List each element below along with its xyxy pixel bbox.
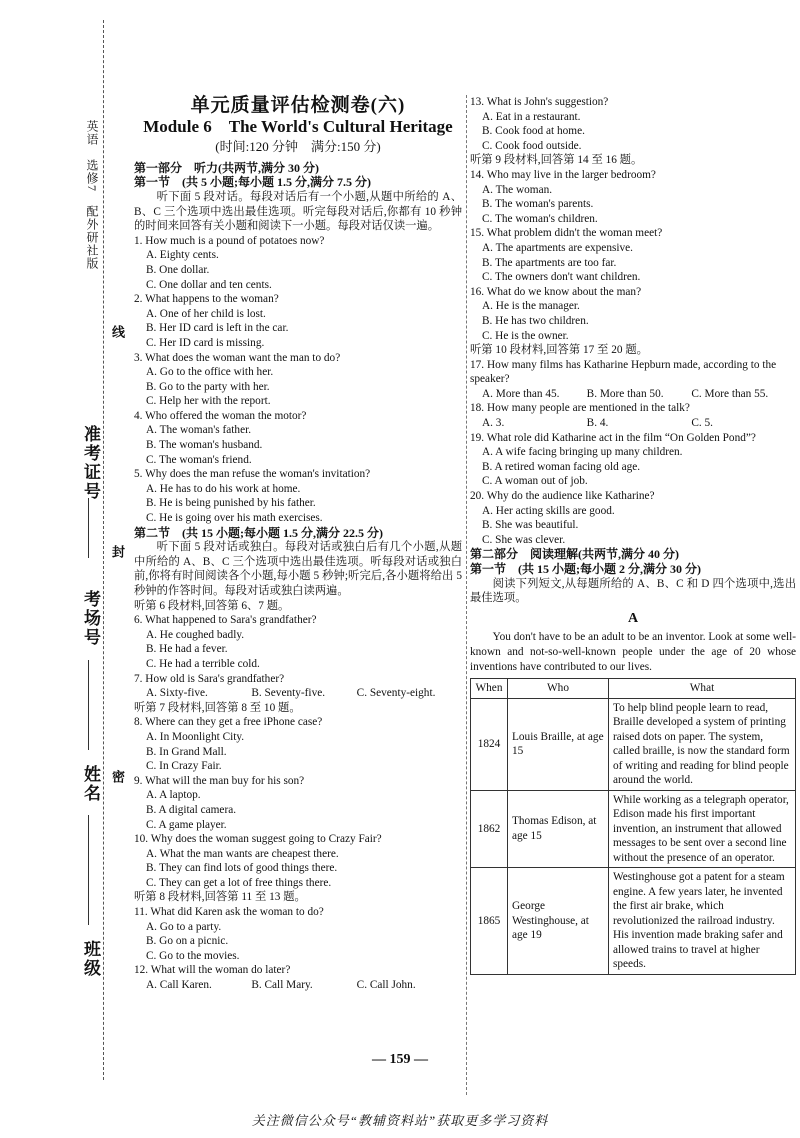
answer-option[interactable]: C. He had a terrible cold. [146, 657, 260, 670]
answer-option[interactable]: A. A laptop. [146, 789, 201, 802]
question-stem: 7. How old is Sara's grandfather? [134, 672, 285, 685]
binding-dashed-line [103, 20, 104, 1080]
part1-sec2-title: 第二节 (共 15 小题;每小题 1.5 分,满分 22.5 分) [134, 525, 383, 540]
cell-who: George Westinghouse, at age 19 [508, 868, 609, 975]
answer-option[interactable]: B. The woman's parents. [482, 198, 594, 211]
name-label: 姓名 [81, 765, 100, 803]
question-stem: 10. Why does the woman suggest going to Crazy Fair? [134, 833, 382, 846]
header-when: When [471, 679, 508, 699]
answer-option[interactable]: B. They can find lots of good things there. [146, 862, 338, 875]
part2-instructions: 阅读下列短文,从每题所给的 A、B、C 和 D 四个选项中,选出最佳选项。 [470, 577, 796, 605]
answer-option[interactable]: B. Call Mary. [251, 979, 313, 992]
question-list-2 [134, 599, 462, 993]
answer-option[interactable]: A. 3. [482, 417, 505, 430]
cell-what: While working as a telegraph operator, Edison made his first important invention, an instrument that allowed messages to be sent over a second line without the presence of an operator. [609, 790, 796, 868]
answer-option[interactable]: C. A game player. [146, 818, 227, 831]
page-number: — 159 — [372, 1052, 428, 1067]
line-mark: 线 [110, 325, 125, 339]
answer-option[interactable]: A. Call Karen. [146, 979, 212, 992]
answer-option[interactable]: B. He had a fever. [146, 643, 228, 656]
answer-option[interactable]: A. The woman. [482, 183, 553, 196]
audio-material-note: 听第 7 段材料,回答第 8 至 10 题。 [134, 701, 301, 714]
question-stem: 5. Why does the man refuse the woman's invitation? [134, 468, 371, 481]
question-stem: 16. What do we know about the man? [470, 285, 642, 298]
cell-who: Thomas Edison, at age 15 [508, 790, 609, 868]
exam-number-field[interactable] [88, 498, 89, 558]
class-label: 班级 [81, 940, 100, 978]
answer-option[interactable]: A. More than 45. [482, 387, 560, 400]
answer-option[interactable]: B. She was beautiful. [482, 519, 579, 532]
question-stem: 17. How many films has Katharine Hepburn made, according to the speaker? [470, 358, 777, 386]
answer-option[interactable]: A. Sixty-five. [146, 687, 208, 700]
answer-option[interactable]: C. The woman's children. [482, 212, 598, 225]
part1-sec2-instructions: 听下面 5 段对话或独白。每段对话或独白后有几个小题,从题中所给的 A、B、C 三个选项中选出最佳选项。听每段对话或独白前,你将有时间阅读各个小题,每小题 5 秒钟;听完后,各小题将给出 5 秒钟的作答时间。每段对话或独白读两遍。 [134, 541, 462, 597]
question-stem: 20. Why do the audience like Katharine? [470, 490, 655, 503]
answer-option[interactable]: B. He is being punished by his father. [146, 497, 316, 510]
publisher-label: 英语 选修7 配外研社版 [85, 120, 99, 270]
answer-option[interactable]: C. A woman out of job. [482, 475, 588, 488]
question-stem: 14. Who may live in the larger bedroom? [470, 168, 656, 181]
answer-option[interactable]: B. He has two children. [482, 314, 589, 327]
answer-option[interactable]: C. He is going over his math exercises. [146, 512, 323, 525]
cell-who: Louis Braille, at age 15 [508, 698, 609, 790]
passage-label: A [627, 610, 639, 626]
room-number-label: 考场号 [81, 590, 100, 647]
table-row [471, 790, 796, 868]
answer-option[interactable]: A. Go to the office with her. [146, 366, 274, 379]
answer-option-row [146, 978, 462, 993]
question-stem: 15. What problem didn't the woman meet? [470, 227, 663, 240]
answer-option[interactable]: A. Her acting skills are good. [482, 504, 615, 517]
answer-option[interactable]: A. He is the manager. [482, 300, 580, 313]
question-stem: 18. How many people are mentioned in the talk? [470, 402, 690, 415]
part1-sec1-title: 第一节 (共 5 小题;每小题 1.5 分,满分 7.5 分) [134, 175, 371, 190]
cell-when: 1862 [471, 790, 508, 868]
audio-material-note: 听第 9 段材料,回答第 14 至 16 题。 [470, 154, 643, 167]
inventors-table [470, 678, 796, 975]
exam-number-label: 准考证号 [81, 425, 100, 501]
answer-option[interactable]: C. In Crazy Fair. [146, 760, 222, 773]
answer-option[interactable]: C. They can get a lot of free things there. [146, 876, 332, 889]
column-divider [466, 95, 467, 1095]
answer-option[interactable]: B. Go on a picnic. [146, 935, 229, 948]
answer-option[interactable]: C. Seventy-eight. [356, 687, 436, 700]
answer-option[interactable]: C. Call John. [356, 979, 416, 992]
audio-material-note: 听第 8 段材料,回答第 11 至 13 题。 [134, 891, 306, 904]
passage-intro: You don't have to be an adult to be an inventor. Look at some well-known and not-so-well-known people under the age of 20 whose inventions have contributed to our lives. [470, 631, 796, 673]
answer-option[interactable]: C. Cook food outside. [482, 139, 582, 152]
answer-option[interactable]: C. More than 55. [691, 387, 769, 400]
answer-option[interactable]: C. He is the owner. [482, 329, 569, 342]
question-stem: 4. Who offered the woman the motor? [134, 409, 307, 422]
footer-note: 关注微信公众号“教辅资料站”获取更多学习资料 [251, 1113, 549, 1128]
answer-option[interactable]: C. The owners don't want children. [482, 271, 641, 284]
answer-option[interactable]: B. Seventy-five. [251, 687, 326, 700]
answer-option[interactable]: B. Cook food at home. [482, 125, 585, 138]
table-row [471, 698, 796, 790]
header-who: Who [508, 679, 609, 699]
exam-time: (时间:120 分钟 满分:150 分) [215, 139, 381, 155]
answer-option[interactable]: C. The woman's friend. [146, 453, 252, 466]
answer-option[interactable]: B. One dollar. [146, 263, 210, 276]
seal-mark: 封 [110, 545, 125, 559]
answer-option[interactable]: A. Go to a party. [146, 920, 222, 933]
question-list-3 [470, 95, 796, 547]
question-stem: 3. What does the woman want the man to do? [134, 351, 341, 364]
question-stem: 2. What happens to the woman? [134, 293, 279, 306]
answer-option-row [482, 416, 796, 431]
page-title: 单元质量评估检测卷(六) [190, 95, 406, 116]
answer-option[interactable]: C. She was clever. [482, 533, 566, 546]
room-number-field[interactable] [88, 660, 89, 750]
answer-option[interactable]: C. 5. [691, 417, 713, 430]
part1-title: 第一部分 听力(共两节,满分 30 分) [134, 160, 319, 175]
answer-option[interactable]: A. The apartments are expensive. [482, 241, 633, 254]
module-title: Module 6 The World's Cultural Heritage [143, 116, 453, 136]
answer-option[interactable]: A. Eat in a restaurant. [482, 110, 581, 123]
cell-when: 1865 [471, 868, 508, 975]
answer-option[interactable]: A. The woman's father. [146, 424, 252, 437]
answer-option[interactable]: A. What the man wants are cheapest there. [146, 847, 339, 860]
answer-option[interactable]: B. In Grand Mall. [146, 745, 227, 758]
answer-option[interactable]: B. More than 50. [586, 387, 664, 400]
answer-option[interactable]: B. Her ID card is left in the car. [146, 322, 289, 335]
audio-material-note: 听第 6 段材料,回答第 6、7 题。 [134, 599, 290, 612]
answer-option[interactable]: A. In Moonlight City. [146, 730, 245, 743]
answer-option[interactable]: B. A digital camera. [146, 803, 237, 816]
question-stem: 6. What happened to Sara's grandfather? [134, 614, 317, 627]
question-stem: 9. What will the man buy for his son? [134, 774, 305, 787]
question-stem: 12. What will the woman do later? [134, 964, 291, 977]
question-stem: 13. What is John's suggestion? [470, 96, 609, 108]
name-field[interactable] [88, 815, 89, 925]
binding-margin [0, 0, 125, 1138]
right-column [470, 95, 796, 975]
answer-option[interactable]: C. Help her with the report. [146, 395, 271, 408]
answer-option[interactable]: B. A retired woman facing old age. [482, 460, 641, 473]
answer-option[interactable]: A. He has to do his work at home. [146, 482, 301, 495]
answer-option[interactable]: B. Go to the party with her. [146, 380, 270, 393]
question-stem: 19. What role did Katharine act in the film “On Golden Pond”? [470, 431, 756, 444]
left-column [134, 95, 462, 993]
part2-title: 第二部分 阅读理解(共两节,满分 40 分) [470, 547, 679, 562]
question-stem: 8. Where can they get a free iPhone case? [134, 716, 323, 729]
answer-option-row [482, 387, 796, 402]
answer-option[interactable]: C. Go to the movies. [146, 949, 240, 962]
question-stem: 1. How much is a pound of potatoes now? [134, 234, 325, 247]
answer-option[interactable]: B. The woman's husband. [146, 439, 263, 452]
table-row [471, 868, 796, 975]
part2-sec1-title: 第一节 (共 15 小题;每小题 2 分,满分 30 分) [470, 562, 701, 576]
answer-option[interactable]: B. 4. [586, 417, 609, 430]
cell-what: To help blind people learn to read, Braille developed a system of printing raised dots on paper. The system, called braille, is now the standard form of writing and reading for blind people around the world. [609, 698, 796, 790]
question-stem: 11. What did Karen ask the woman to do? [134, 906, 324, 919]
answer-option[interactable]: C. Her ID card is missing. [146, 336, 265, 349]
question-list-1 [134, 234, 462, 526]
secret-mark: 密 [110, 770, 125, 784]
answer-option[interactable]: A. A wife facing bringing up many children. [482, 446, 683, 459]
answer-option[interactable]: B. The apartments are too far. [482, 256, 617, 269]
table-header-row [471, 679, 796, 699]
audio-material-note: 听第 10 段材料,回答第 17 至 20 题。 [470, 344, 648, 357]
answer-option[interactable]: A. Eighty cents. [146, 249, 219, 262]
header-what: What [609, 679, 796, 699]
part1-sec1-instructions: 听下面 5 段对话。每段对话后有一个小题,从题中所给的 A、B、C 三个选项中选出最佳选项。听完每段对话后,你都有 10 秒钟的时间来回答有关小题和阅读下一小题。每段对话仅读一遍。 [134, 190, 462, 233]
answer-option[interactable]: A. One of her child is lost. [146, 307, 266, 320]
answer-option-row [146, 686, 462, 701]
answer-option[interactable]: C. One dollar and ten cents. [146, 278, 272, 291]
answer-option[interactable]: A. He coughed badly. [146, 628, 245, 641]
cell-what: Westinghouse got a patent for a steam engine. A few years later, he invented the first air brake, which revolutionized the railroad industry. His invention made braking safer and allowed trains to travel at higher speeds. [609, 868, 796, 975]
cell-when: 1824 [471, 698, 508, 790]
